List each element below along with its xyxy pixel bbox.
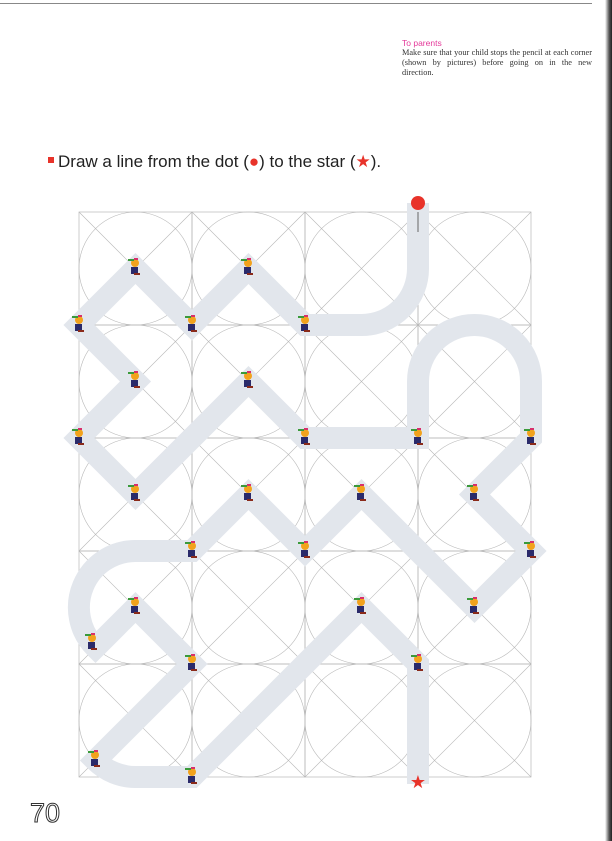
character-feet — [473, 612, 479, 614]
character-body — [244, 493, 251, 500]
character-hat — [85, 634, 91, 636]
character-hat — [185, 655, 191, 657]
character-cap — [78, 428, 82, 430]
character-cap — [134, 597, 138, 599]
character-body — [527, 437, 534, 444]
character-hat — [128, 259, 134, 261]
character-hat — [185, 316, 191, 318]
character-feet — [191, 556, 197, 558]
instruction-text: ). — [370, 152, 382, 171]
character-cap — [530, 428, 534, 430]
character-cap — [304, 428, 308, 430]
character-body — [527, 550, 534, 557]
character-body — [91, 759, 98, 766]
character-feet — [191, 782, 197, 784]
character-body — [244, 267, 251, 274]
character-hat — [128, 598, 134, 600]
character-hat — [241, 372, 247, 374]
character-cap — [134, 258, 138, 260]
page-number: 70 — [30, 798, 61, 828]
character-hat — [241, 485, 247, 487]
character-body — [188, 776, 195, 783]
character-hat — [411, 429, 417, 431]
parents-note-body: Make sure that your child stops the pencil at each corner (shown by pictures) before going on in the new direction. — [402, 48, 592, 77]
character-body — [470, 606, 477, 613]
character-body — [188, 324, 195, 331]
instruction-text: ) to the star ( — [259, 152, 356, 171]
character-cap — [134, 371, 138, 373]
character-cap — [417, 654, 421, 656]
character-cap — [304, 541, 308, 543]
character-hat — [354, 485, 360, 487]
character-feet — [247, 386, 253, 388]
character-cap — [247, 371, 251, 373]
character-hat — [241, 259, 247, 261]
character-cap — [191, 541, 195, 543]
character-body — [75, 437, 82, 444]
character-body — [131, 380, 138, 387]
character-feet — [530, 556, 536, 558]
character-body — [414, 663, 421, 670]
character-feet — [134, 386, 140, 388]
character-feet — [191, 330, 197, 332]
character-hat — [128, 372, 134, 374]
character-cap — [134, 484, 138, 486]
character-body — [188, 550, 195, 557]
character-hat — [185, 768, 191, 770]
character-cap — [360, 597, 364, 599]
character-feet — [247, 499, 253, 501]
character-feet — [78, 443, 84, 445]
character-feet — [417, 443, 423, 445]
character-feet — [78, 330, 84, 332]
character-hat — [185, 542, 191, 544]
character-feet — [417, 669, 423, 671]
character-feet — [304, 556, 310, 558]
character-feet — [191, 669, 197, 671]
character-feet — [134, 612, 140, 614]
character-body — [88, 642, 95, 649]
character-body — [131, 493, 138, 500]
character-hat — [298, 316, 304, 318]
character-body — [301, 324, 308, 331]
character-hat — [298, 429, 304, 431]
character-cap — [473, 597, 477, 599]
character-feet — [360, 612, 366, 614]
parents-note-title: To parents — [402, 38, 442, 48]
character-hat — [72, 316, 78, 318]
character-feet — [247, 273, 253, 275]
character-feet — [473, 499, 479, 501]
character-feet — [91, 648, 97, 650]
instruction-text: Draw a line from the dot ( — [58, 152, 249, 171]
character-cap — [191, 767, 195, 769]
character-cap — [417, 428, 421, 430]
character-feet — [530, 443, 536, 445]
character-cap — [304, 315, 308, 317]
character-body — [357, 606, 364, 613]
character-feet — [94, 765, 100, 767]
character-hat — [411, 655, 417, 657]
character-body — [357, 493, 364, 500]
character-body — [244, 380, 251, 387]
character-hat — [298, 542, 304, 544]
start-dot — [411, 196, 425, 210]
star-icon: ★ — [355, 152, 371, 171]
character-cap — [78, 315, 82, 317]
character-cap — [360, 484, 364, 486]
character-feet — [134, 499, 140, 501]
character-hat — [467, 598, 473, 600]
character-body — [414, 437, 421, 444]
character-feet — [134, 273, 140, 275]
character-cap — [191, 315, 195, 317]
character-body — [188, 663, 195, 670]
end-star: ★ — [409, 772, 427, 792]
character-body — [301, 437, 308, 444]
character-body — [470, 493, 477, 500]
character-feet — [304, 443, 310, 445]
character-feet — [304, 330, 310, 332]
character-body — [301, 550, 308, 557]
character-cap — [473, 484, 477, 486]
character-feet — [360, 499, 366, 501]
character-hat — [467, 485, 473, 487]
character-cap — [247, 258, 251, 260]
character-cap — [94, 750, 98, 752]
character-body — [75, 324, 82, 331]
character-hat — [524, 542, 530, 544]
character-cap — [91, 633, 95, 635]
character-hat — [88, 751, 94, 753]
character-hat — [128, 485, 134, 487]
character-cap — [191, 654, 195, 656]
character-hat — [524, 429, 530, 431]
character-cap — [247, 484, 251, 486]
character-cap — [530, 541, 534, 543]
character-hat — [354, 598, 360, 600]
dot-icon: ● — [248, 152, 260, 171]
character-body — [131, 267, 138, 274]
character-body — [131, 606, 138, 613]
character-hat — [72, 429, 78, 431]
